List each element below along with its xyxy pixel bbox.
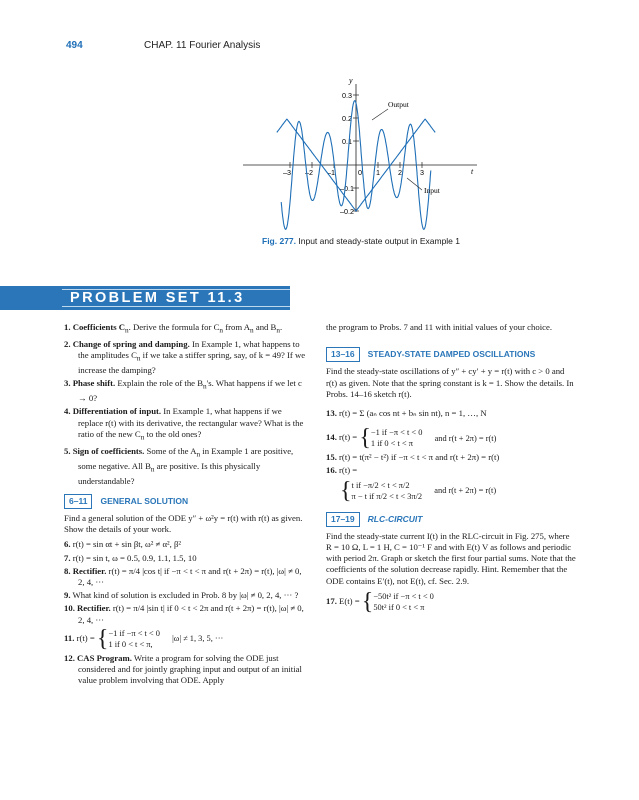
input-label-leader: [407, 178, 422, 190]
equation-lhs: E(t) =: [339, 595, 360, 606]
problem-1: 1. Coefficients $C_n$. Derive the formula for $C_n$ from $A_n$ and $B_n$.: [64, 322, 283, 335]
x-tick-label: –2: [305, 168, 313, 177]
problem-12: [64, 653, 308, 687]
section-range: 17–19: [326, 512, 360, 527]
problem-17: [326, 588, 576, 615]
section-intro: Find a general solution of the ODE y″ + ω²y = r(t) with r(t) as given. Show the details of your work.: [64, 513, 303, 535]
problem-text: are positive. Is this physically understandable?: [78, 460, 261, 486]
banner-rule-bottom: [62, 306, 290, 307]
equation-side: |ω| ≠ 1, 3, 5, ···: [172, 634, 224, 644]
problem-text: and B: [255, 322, 277, 332]
problem-5: 5. Sign of coefficients. Some of the $A_n$ in Example 1 are positive, some negative. All $B_n$ are positive. Is this physically understandable?: [64, 445, 294, 486]
brace-icon: {: [96, 625, 109, 652]
problem-text: In Example 1, what happens if we replace r(t) with its derivative, the rectangular wave? What is the ratio of the new C: [78, 406, 304, 439]
figure-caption-label: Fig. 277.: [262, 236, 297, 246]
problem-title: Differentiation of input.: [72, 406, 162, 417]
x-tick-label: 0: [358, 168, 362, 177]
x-axis-label: t: [471, 167, 474, 176]
problem-7: [64, 553, 308, 564]
figure-caption: [262, 236, 460, 246]
problem-text: r(t) = π/4 |sin t| if 0 < t < 2π and r(t + 2π) = r(t), |ω| ≠ 0, 2, 4, ···: [78, 603, 304, 625]
brace-icon: {: [361, 588, 374, 615]
equation-side: and r(t + 2π) = r(t): [434, 433, 497, 443]
problem-13: [326, 408, 576, 419]
problem-title: Phase shift.: [72, 378, 116, 389]
piecewise: [361, 588, 434, 615]
problem-number: 2.: [64, 338, 71, 349]
problem-number: 17.: [326, 595, 337, 606]
problem-number: 15.: [326, 452, 337, 463]
problem-text: Derive the formula for C: [133, 322, 220, 332]
problem-title: Rectifier.: [72, 565, 107, 576]
problem-number: 4.: [64, 406, 71, 417]
problem-text: to the old ones?: [146, 428, 202, 439]
problem-number: 11.: [64, 632, 75, 643]
case-line: π − t if π/2 < t < 3π/2: [351, 491, 423, 501]
problem-number: 10.: [64, 603, 75, 614]
page-number: 494: [66, 40, 83, 51]
section-range: 6–11: [64, 494, 92, 509]
section-title: GENERAL SOLUTION: [100, 495, 189, 506]
case-line: 50t² if 0 < t < π: [373, 602, 425, 612]
problem-number: 9.: [64, 590, 71, 601]
problem-text: r(t) = sin t, ω = 0.5, 0.9, 1.1, 1.5, 10: [72, 552, 197, 563]
problem-4: 4. Differentiation of input. In Example 1, what happens if we replace r(t) with its derivative, the rectangular wave? What is the ratio of the new $C_n$ to the old ones?: [64, 406, 304, 442]
case-line: t if −π/2 < t < π/2: [351, 480, 410, 490]
brace-icon: {: [340, 477, 352, 504]
problem-text: in Example 1 are positive, some negative. All B: [78, 445, 294, 471]
section-title: STEADY-STATE DAMPED OSCILLATIONS: [367, 349, 536, 360]
right-column: [326, 322, 576, 616]
piecewise: [96, 625, 160, 652]
problem-text: r(t) = Σ (aₙ cos nt + bₙ sin nt), n = 1, …, N: [339, 408, 487, 419]
section-range: 13–16: [326, 347, 360, 362]
section-general-solution: [64, 494, 308, 509]
problem-text: 's. What happens if we let c → 0?: [78, 378, 302, 404]
piecewise: [359, 425, 423, 452]
problem-number: 12.: [64, 652, 75, 663]
case-line: −50t² if −π < t < 0: [373, 591, 434, 601]
problem-title: Sign of coefficients.: [72, 445, 145, 456]
problem-title: Rectifier.: [77, 603, 111, 614]
problem-number: 6.: [64, 539, 71, 550]
case-line: −1 if −π < t < 0: [370, 428, 423, 438]
problem-text: What kind of solution is excluded in Prob. 8 by |ω| ≠ 0, 2, 4, ··· ?: [72, 590, 299, 601]
x-tick-label: 3: [420, 168, 424, 177]
problem-text: In Example 1, what happens to the amplitudes C: [78, 338, 300, 361]
problem-9: [64, 590, 308, 601]
output-label-leader: [372, 109, 388, 120]
x-tick-label: 2: [398, 168, 402, 177]
problem-title: Change of spring and damping.: [72, 338, 190, 349]
x-tick-label: –3: [283, 168, 291, 177]
case-line: 1 if 0 < t < π: [370, 439, 413, 449]
equation-side: and r(t + 2π) = r(t): [434, 486, 497, 496]
problem-number: 8.: [64, 565, 71, 576]
piecewise: [340, 477, 423, 504]
problem-number: 14.: [326, 432, 337, 443]
y-tick-label: 0.2: [342, 114, 352, 123]
problem-number: 7.: [64, 552, 71, 563]
x-tick-label: 1: [376, 168, 380, 177]
problem-8: [64, 566, 308, 588]
problem-14: [326, 425, 576, 452]
x-tick-label: –1: [327, 168, 335, 177]
input-label: Input: [424, 186, 440, 195]
output-label: Output: [388, 100, 409, 109]
problem-3: 3. Phase shift. Explain the role of the $B_n's$. What happens if we let c → 0?: [64, 378, 302, 404]
y-axis-label: y: [349, 76, 353, 85]
y-tick-label: 0.3: [342, 91, 352, 100]
problem-text: r(t) = π/4 |cos t| if −π < t < π and r(t + 2π) = r(t), |ω| ≠ 0, 2, 4, ···: [78, 565, 302, 588]
problem-title: Coefficients C: [72, 322, 126, 332]
chapter-title: CHAP. 11 Fourier Analysis: [144, 40, 261, 51]
problem-title: CAS Program.: [77, 652, 132, 663]
problem-2: 2. Change of spring and damping. In Example 1, what happens to the amplitudes $C_n$ if we take a stiffer spring, say, of k = 49? If we increase the damping?: [64, 338, 306, 376]
section-intro: Find the steady-state current I(t) in the RLC-circuit in Fig. 275, where R = 10 Ω, L = 1 H, C = 10⁻¹ F and with E(t) V as follows and periodic with period 2π. Graph or sketch the first four partial sums. Note that the coefficients of the solution decrease rapidly. Hint. Remember that the ODE contains E′(t), not E(t), cf. Sec. 2.9.: [326, 530, 576, 586]
equation-lhs: r(t) =: [76, 632, 95, 643]
section-rlc-circuit: [326, 512, 576, 527]
equation-lhs: r(t) =: [339, 465, 358, 476]
y-tick-label: –0.1: [340, 184, 354, 193]
problem-text: from A: [225, 322, 251, 332]
problem-text: Some of the A: [146, 445, 197, 456]
y-tick-label: 0.1: [342, 137, 352, 146]
problem-16-cases: [326, 477, 576, 504]
problem-16: [326, 465, 576, 476]
continued-text: the program to Probs. 7 and 11 with initial values of your choice.: [326, 322, 552, 332]
section-damped-oscillations: [326, 347, 576, 362]
problem-number: 16.: [326, 465, 337, 476]
y-tick-label: –0.2: [340, 207, 354, 216]
problem-set-title: PROBLEM SET 11.3: [70, 290, 245, 306]
equation-lhs: r(t) =: [339, 432, 358, 443]
problem-15: [326, 452, 576, 463]
section-title: RLC-CIRCUIT: [367, 513, 423, 524]
case-line: −1 if −π < t < 0: [108, 628, 160, 638]
problem-number: 13.: [326, 408, 337, 419]
problem-text: if we take a stiffer spring, say, of k = 49? If we increase the damping?: [78, 350, 306, 376]
problem-number: 3.: [64, 378, 71, 389]
problem-6: [64, 539, 308, 550]
case-line: 1 if 0 < t < π,: [108, 639, 153, 649]
problem-text: r(t) = t(π² − t²) if −π < t < π and r(t + 2π) = r(t): [339, 452, 500, 463]
brace-icon: {: [359, 425, 371, 452]
problem-text: Write a program for solving the ODE just considered and for jointly graphing input and output of an initial value problem involving that ODE. Apply: [78, 652, 302, 686]
figure-277: [0, 0, 639, 250]
figure-caption-text: Input and steady-state output in Example 1: [298, 236, 460, 246]
problem-10: [64, 603, 308, 625]
problem-text: Explain the role of the B: [117, 378, 203, 389]
problem-number: 1.: [64, 322, 71, 332]
problem-text: r(t) = sin αt + sin βt, ω² ≠ α², β²: [72, 539, 181, 550]
problem-number: 5.: [64, 445, 71, 456]
problem-11: [64, 625, 308, 652]
section-intro: Find the steady-state oscillations of y″ + cy′ + y = r(t) with c > 0 and r(t) as given. Note that the spring constant is k = 1. Show the details. In Probs. 14–16 sketch r(t).: [326, 366, 574, 399]
left-column: [64, 322, 308, 688]
